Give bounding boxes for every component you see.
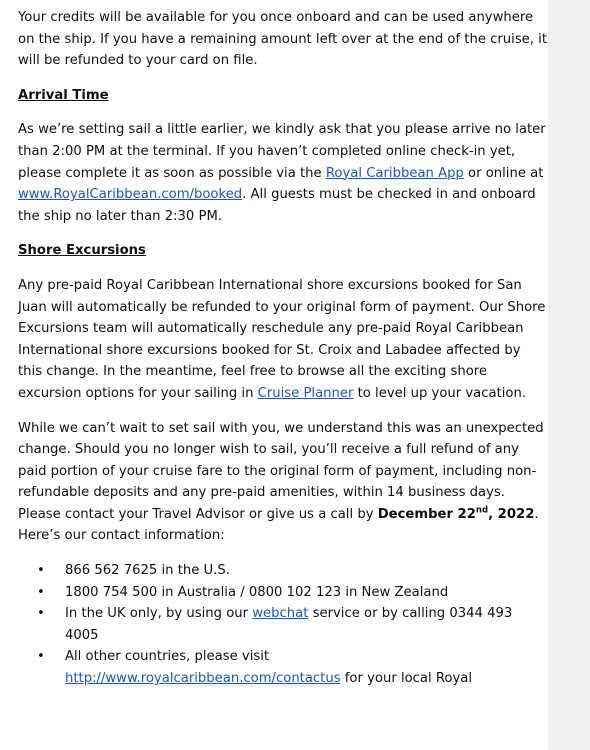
bullet-icon: • bbox=[37, 563, 45, 579]
list-item: • In the UK only, by using our webchat service or by calling 0344 493 4005 bbox=[65, 603, 548, 646]
excursions-paragraph: Any pre-paid Royal Caribbean International shore excursions booked for San Juan will automatically be refunded to your original form of payment. Our Shore Excursions team will automatically reschedule any pre-paid Royal Caribbean International shore excursions booked for St. Croix and Labadee affected by this change. In the meantime, feel free to browse all the exciting shore excursion options for your sailing in Cruise Planner to level up your vacation. bbox=[18, 277, 546, 401]
refund-deadline: December 22nd, 2022 bbox=[377, 505, 535, 522]
contact-us-link[interactable]: http://www.royalcaribbean.com/contactus bbox=[65, 671, 341, 687]
arrival-paragraph: As we’re setting sail a little earlier, we kindly ask that you please arrive no later than 2:00 PM at the terminal. If you haven’t completed online check-in yet, please complete it as soon as possible via the Royal Caribbean App or online at www.RoyalCaribbean.com/booked. All guests must be checked in and onboard the ship no later than 2:30 PM. bbox=[18, 122, 546, 224]
contact-list bbox=[18, 560, 548, 690]
royal-caribbean-app-link[interactable]: Royal Caribbean App bbox=[325, 165, 464, 181]
list-item: • All other countries, please visit http://www.royalcaribbean.com/contactus for your local Royal bbox=[65, 646, 548, 689]
credits-paragraph: Your credits will be available for you once onboard and can be used anywhere on the ship. If you have a remaining amount left over at the end of the cruise, it will be refunded to your card on file. bbox=[18, 10, 548, 69]
refund-paragraph: While we can’t wait to set sail with you, we understand this was an unexpected change. Should you no longer wish to sail, you’ll receive a full refund of any paid portion of your cruise fare to the original form of payment, including non-refundable deposits and any pre-paid amenities, within 14 business days. Please contact your Travel Advisor or give us a call by December 22nd, 2022. Here’s our contact information: bbox=[18, 420, 544, 544]
list-item: • 866 562 7625 in the U.S. bbox=[65, 560, 548, 582]
bullet-icon: • bbox=[37, 584, 45, 600]
list-item: • 1800 754 500 in Australia / 0800 102 123 in New Zealand bbox=[65, 582, 548, 604]
bullet-icon: • bbox=[37, 606, 45, 622]
booked-site-link[interactable]: www.RoyalCaribbean.com/booked bbox=[18, 187, 243, 203]
webchat-link[interactable]: webchat bbox=[252, 606, 309, 622]
shore-excursions-heading: Shore Excursions bbox=[18, 243, 146, 259]
arrival-time-heading: Arrival Time bbox=[18, 87, 109, 103]
cruise-planner-link[interactable]: Cruise Planner bbox=[257, 385, 354, 401]
bullet-icon: • bbox=[37, 649, 45, 665]
